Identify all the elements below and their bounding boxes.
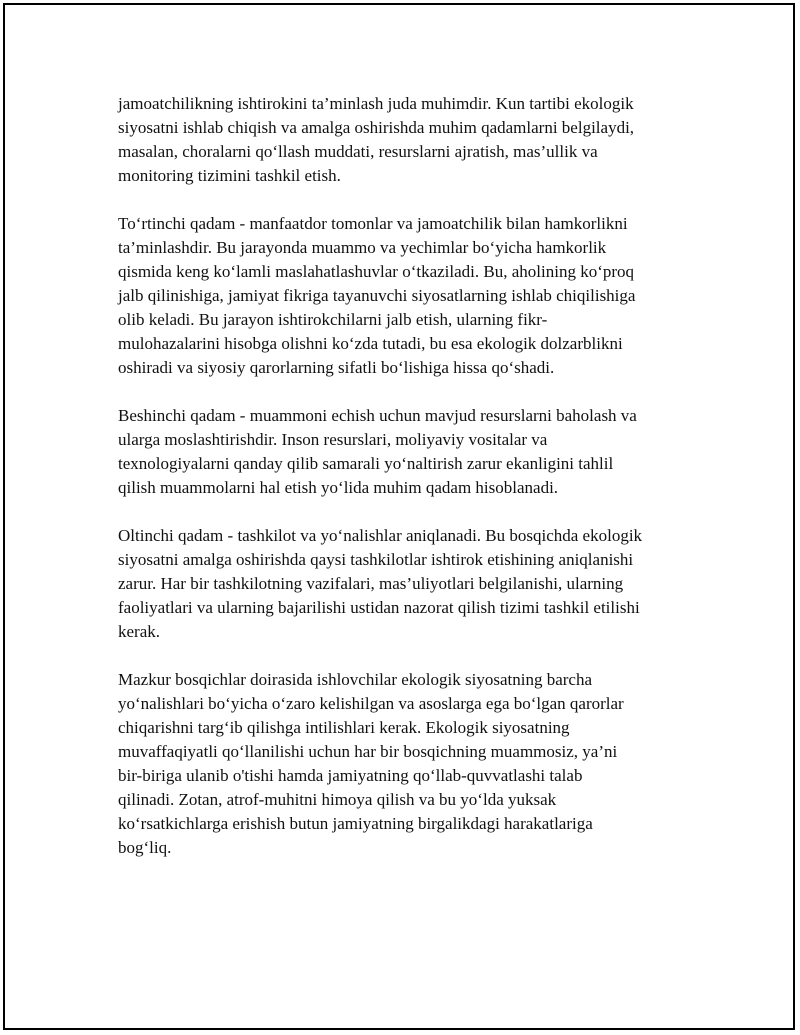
document-body: [118, 92, 698, 884]
paragraph: To‘rtinchi qadam - manfaatdor tomonlar va jamoatchilik bilan hamkorlikni ta’minlashdir. Bu jarayonda muammo va yechimlar bo‘yicha hamkorlik qismida keng ko‘lamli maslahatlashuvlar o‘tkaziladi. Bu, aholining ko‘proq jalb qilinishiga, jamiyat fikriga tayanuvchi siyosatlarning ishlab chiqilishiga olib keladi. Bu jarayon ishtirokchilarni jalb etish, ularning fikr- mulohazalarini hisobga olishni ko‘zda tutadi, bu esa ekologik dolzarblikni oshiradi va siyosiy qarorlarning sifatli bo‘lishiga hissa qo‘shadi.: [118, 214, 636, 377]
paragraph: jamoatchilikning ishtirokini ta’minlash juda muhimdir. Kun tartibi ekologik siyosatni ishlab chiqish va amalga oshirishda muhim qadamlarni belgilaydi, masalan, choralarni qo‘llash muddati, resurslarni ajratish, mas’ullik va monitoring tizimini tashkil etish.: [118, 94, 635, 185]
paragraph: Mazkur bosqichlar doirasida ishlovchilar ekologik siyosatning barcha yo‘nalishlari bo‘yicha o‘zaro kelishilgan va asoslarga ega bo‘lgan qarorlar chiqarishni targ‘ib qilishga intilishlari kerak. Ekologik siyosatning muvaffaqiyatli qo‘llanilishi uchun har bir bosqichning muammosiz, ya’ni bir-biriga ulanib o'tishi hamda jamiyatning qo‘llab-quvvatlashi talab qilinadi. Zotan, atrof-muhitni himoya qilish va bu yo‘lda yuksak ko‘rsatkichlarga erishish butun jamiyatning birgalikdagi harakatlariga bog‘liq.: [118, 670, 624, 857]
paragraph: Beshinchi qadam - muammoni echish uchun mavjud resurslarni baholash va ularga moslashtirishdir. Inson resurslari, moliyaviy vositalar va texnologiyalarni qanday qilib samarali yo‘naltirish zarur ekanligini tahlil qilish muammolarni hal etish yo‘lida muhim qadam hisoblanadi.: [118, 406, 637, 497]
paragraph: Oltinchi qadam - tashkilot va yo‘nalishlar aniqlanadi. Bu bosqichda ekologik siyosatni amalga oshirishda qaysi tashkilotlar ishtirok etishining aniqlanishi zarur. Har bir tashkilotning vazifalari, mas’uliyotlari belgilanishi, ularning faoliyatlari va ularning bajarilishi ustidan nazorat qilish tizimi tashkil etilishi kerak.: [118, 526, 643, 641]
